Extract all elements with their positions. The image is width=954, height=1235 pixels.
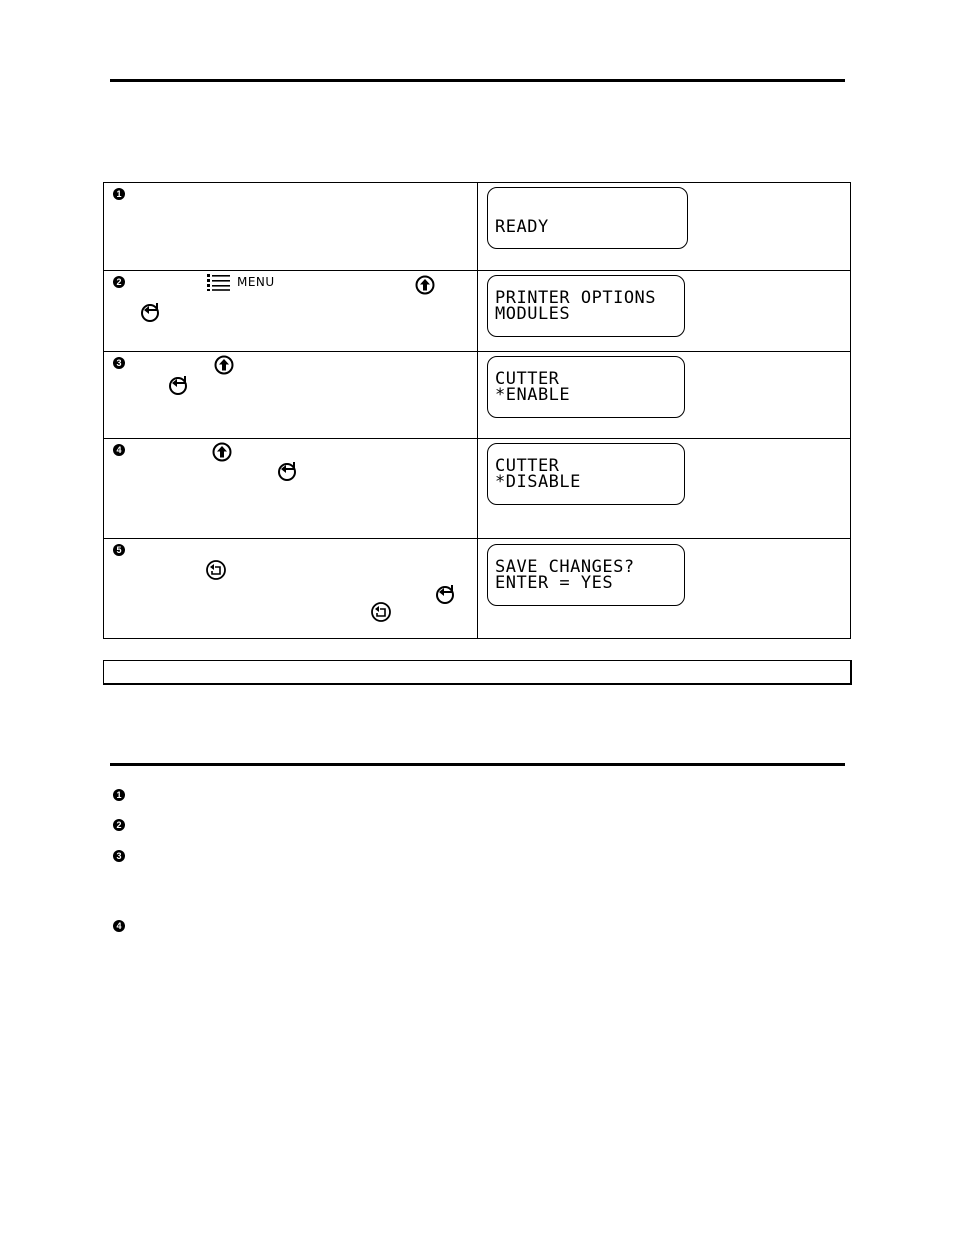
step-row-3 (104, 352, 850, 439)
step-row-2 (104, 271, 850, 352)
step-number: 1 (113, 188, 125, 200)
enter-icon (168, 375, 190, 395)
lcd-display (487, 187, 688, 249)
lcd-display (487, 443, 685, 505)
step-number: 4 (113, 444, 125, 456)
step-number: 5 (113, 544, 125, 556)
exit-icon (370, 601, 392, 623)
list-number: 1 (113, 789, 125, 801)
exit-icon (205, 559, 227, 581)
lcd-line-2: MODULES (495, 304, 571, 324)
lcd-line-2: READY (495, 217, 549, 237)
lcd-line-2: ENTER = YES (495, 573, 614, 593)
step-row-5 (104, 539, 850, 640)
step-number: 2 (113, 276, 125, 288)
up-arrow-icon (212, 442, 232, 462)
step-number: 3 (113, 357, 125, 369)
step-row-4 (104, 439, 850, 539)
step-row-1 (104, 183, 850, 271)
lcd-line-1: PRINTER OPTIONS (495, 288, 657, 308)
lcd-line-1: SAVE CHANGES? (495, 557, 635, 577)
lcd-line-1: CUTTER (495, 456, 560, 476)
enter-icon (140, 302, 162, 322)
up-arrow-icon (214, 355, 234, 375)
up-arrow-icon (415, 275, 435, 295)
enter-icon (277, 461, 299, 481)
lcd-line-1: CUTTER (495, 369, 560, 389)
top-rule (110, 79, 845, 82)
list-number: 4 (113, 920, 125, 932)
steps-table (103, 182, 851, 639)
lcd-display (487, 544, 685, 606)
section-rule (110, 763, 845, 766)
note-box (103, 660, 852, 685)
enter-icon (435, 584, 457, 604)
lcd-display (487, 275, 685, 337)
list-number: 3 (113, 850, 125, 862)
lcd-line-2: *DISABLE (495, 472, 581, 492)
menu-key-label: MENU (237, 275, 275, 289)
lcd-line-2: *ENABLE (495, 385, 571, 405)
list-number: 2 (113, 819, 125, 831)
menu-list-icon (207, 273, 231, 291)
lcd-display (487, 356, 685, 418)
